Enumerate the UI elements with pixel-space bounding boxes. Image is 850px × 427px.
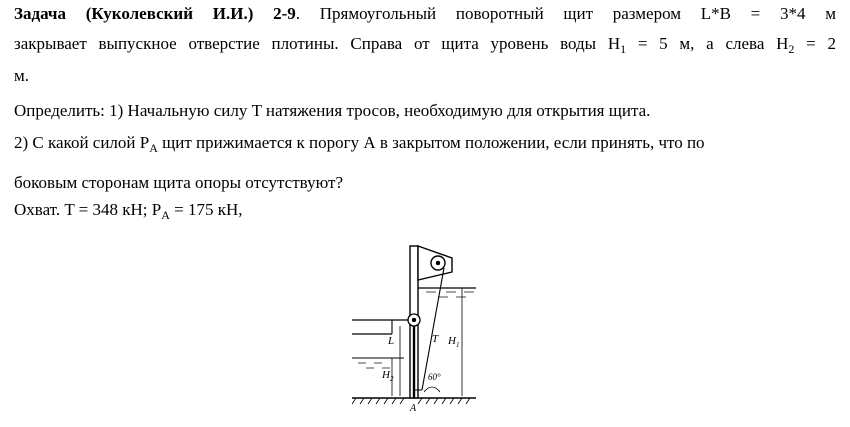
answer-text-a: Охват. T = 348 кН; P — [14, 200, 162, 219]
winch-frame — [418, 246, 452, 280]
problem-line-1 — [14, 4, 836, 24]
answer — [14, 200, 243, 220]
h1-sub: 1 — [620, 42, 627, 56]
label-H2: $H_2$ — [382, 369, 394, 383]
right-water-dashes — [426, 292, 474, 297]
answer-pa-sub: A — [161, 208, 170, 222]
line2-text: закрывает выпускное отверстие плотины. Справа от щита уровень воды H — [14, 34, 621, 53]
question-2 — [14, 133, 705, 153]
left-water-dashes — [358, 363, 390, 368]
hinge-pin — [412, 318, 416, 322]
winch-axle — [436, 261, 440, 265]
problem-heading-text: . Прямоугольный поворотный щит размером L*B = 3*4 м — [295, 4, 836, 23]
label-L: L — [388, 335, 395, 347]
q2-text-a: 2) С какой силой P — [14, 133, 150, 152]
angle-arc — [424, 387, 440, 392]
problem-line-2 — [14, 34, 836, 54]
line2-end: = 2 — [794, 34, 836, 53]
label-angle: 60° — [428, 372, 441, 382]
problem-line-3: м. — [14, 66, 30, 85]
question-1: Определить: 1) Начальную силу T натяжения тросов, необходимую для открытия щита. — [14, 101, 651, 120]
label-A: A — [410, 403, 417, 412]
answer-text-b: = 175 кН, — [169, 200, 243, 219]
dam-gate-figure — [352, 240, 476, 412]
line2-mid: = 5 м, а слева H — [626, 34, 789, 53]
h2-sub: 2 — [788, 42, 795, 56]
problem-heading: Задача (Куколевский И.И.) 2-9 — [14, 4, 296, 23]
question-2-cont: боковым сторонам щита опоры отсутствуют? — [14, 173, 344, 192]
label-H1: $H_1$ — [448, 335, 460, 349]
label-T: T — [432, 333, 439, 345]
q2-text-b: щит прижимается к порогу А в закрытом положении, если принять, что по — [157, 133, 705, 152]
pa-sub: A — [149, 141, 158, 155]
